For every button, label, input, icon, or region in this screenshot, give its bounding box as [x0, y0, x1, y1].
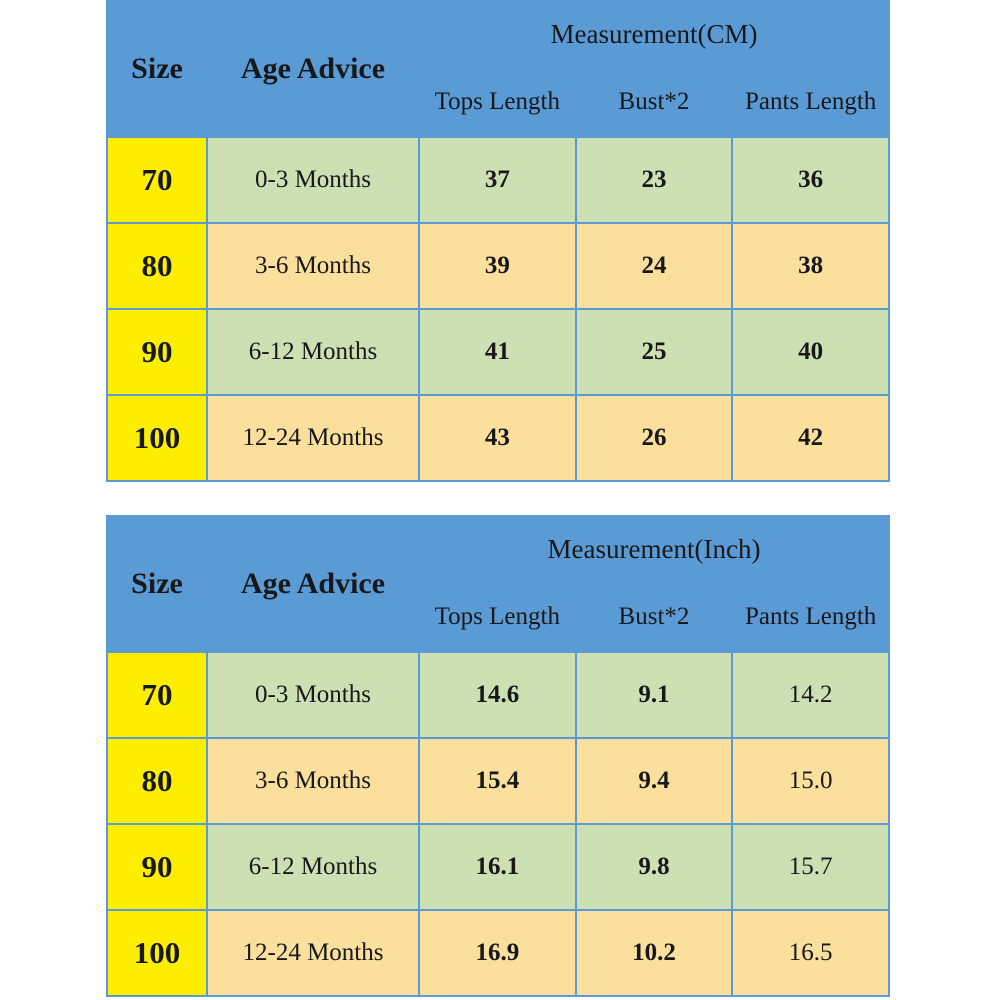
cell-tops-length: 37	[419, 137, 576, 223]
cell-size: 80	[107, 223, 207, 309]
inch-size-table	[106, 515, 890, 997]
cell-age: 0-3 Months	[207, 137, 419, 223]
cell-pants-length: 15.0	[732, 738, 889, 824]
header-tops-length: Tops Length	[419, 582, 576, 652]
table-header-row-top	[107, 516, 889, 582]
header-pants-length: Pants Length	[732, 582, 889, 652]
cell-size: 70	[107, 137, 207, 223]
cell-pants-length: 42	[732, 395, 889, 481]
cell-bust: 26	[576, 395, 733, 481]
cell-bust: 10.2	[576, 910, 733, 996]
cell-bust: 24	[576, 223, 733, 309]
cell-pants-length: 15.7	[732, 824, 889, 910]
table-row	[107, 223, 889, 309]
header-bust: Bust*2	[576, 67, 733, 137]
cell-size: 100	[107, 910, 207, 996]
header-tops-length: Tops Length	[419, 67, 576, 137]
header-size: Size	[107, 1, 207, 137]
table-row	[107, 395, 889, 481]
cell-size: 100	[107, 395, 207, 481]
cell-tops-length: 41	[419, 309, 576, 395]
cm-size-table	[106, 0, 890, 482]
table-header-row-top	[107, 1, 889, 67]
cell-pants-length: 36	[732, 137, 889, 223]
header-age-advice: Age Advice	[207, 516, 419, 652]
cell-pants-length: 38	[732, 223, 889, 309]
header-size: Size	[107, 516, 207, 652]
cell-bust: 9.4	[576, 738, 733, 824]
cell-age: 6-12 Months	[207, 824, 419, 910]
cell-tops-length: 43	[419, 395, 576, 481]
cell-bust: 9.8	[576, 824, 733, 910]
cell-tops-length: 14.6	[419, 652, 576, 738]
header-pants-length: Pants Length	[732, 67, 889, 137]
cell-tops-length: 16.9	[419, 910, 576, 996]
cell-pants-length: 16.5	[732, 910, 889, 996]
cell-tops-length: 16.1	[419, 824, 576, 910]
cell-age: 0-3 Months	[207, 652, 419, 738]
cell-size: 70	[107, 652, 207, 738]
cell-pants-length: 40	[732, 309, 889, 395]
cell-pants-length: 14.2	[732, 652, 889, 738]
cell-tops-length: 39	[419, 223, 576, 309]
table-row	[107, 652, 889, 738]
cell-age: 12-24 Months	[207, 910, 419, 996]
cell-bust: 9.1	[576, 652, 733, 738]
cell-age: 3-6 Months	[207, 738, 419, 824]
cell-age: 12-24 Months	[207, 395, 419, 481]
header-measurement-unit: Measurement(CM)	[419, 1, 889, 67]
cell-bust: 25	[576, 309, 733, 395]
table-row	[107, 309, 889, 395]
cell-tops-length: 15.4	[419, 738, 576, 824]
table-row	[107, 137, 889, 223]
cell-age: 3-6 Months	[207, 223, 419, 309]
cell-age: 6-12 Months	[207, 309, 419, 395]
cell-size: 90	[107, 824, 207, 910]
cell-size: 90	[107, 309, 207, 395]
table-row	[107, 824, 889, 910]
header-age-advice: Age Advice	[207, 1, 419, 137]
cell-size: 80	[107, 738, 207, 824]
cell-bust: 23	[576, 137, 733, 223]
header-bust: Bust*2	[576, 582, 733, 652]
table-row	[107, 910, 889, 996]
table-row	[107, 738, 889, 824]
header-measurement-unit: Measurement(Inch)	[419, 516, 889, 582]
